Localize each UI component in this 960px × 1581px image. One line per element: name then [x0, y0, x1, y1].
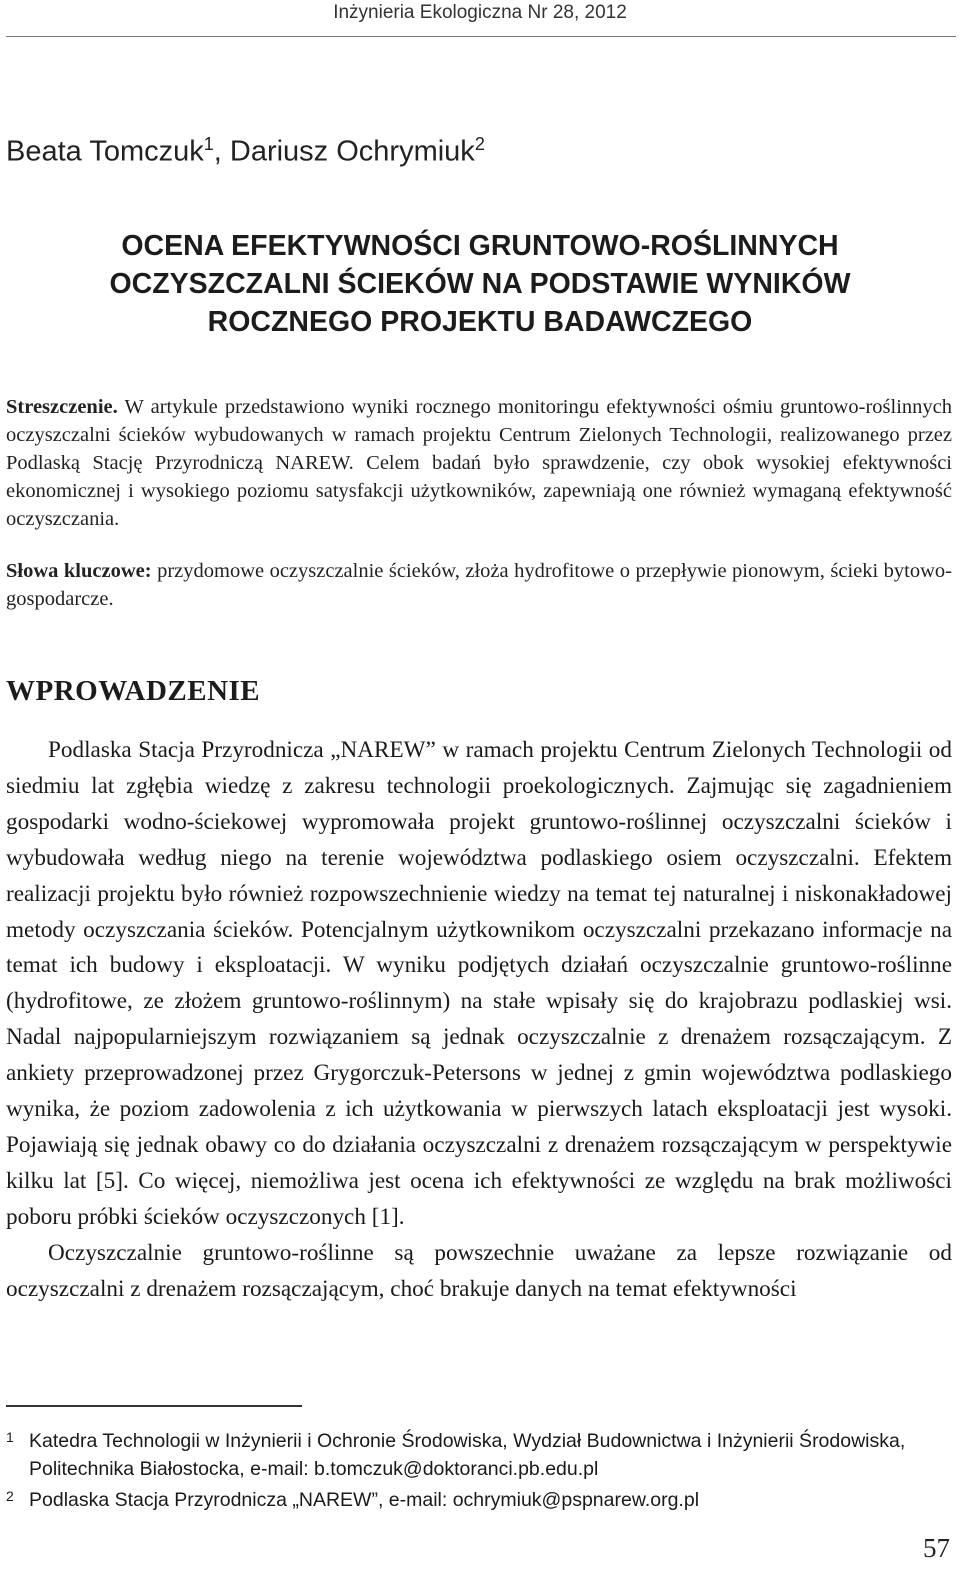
abstract-text: W artykule przedstawiono wyniki rocznego monitoringu efektywności ośmiu gruntowo-roślinnych oczyszczalni ścieków wybudowanych w ramach projektu Centrum Zielonych Technologii, realizowanego przez Podlaską Stację Przyrodniczą NAREW. Celem badań było sprawdzenie, czy obok wysokiej efektywności ekonomicznej i wysokiego poziomu satysfakcji użytkowników, zapewniają one również wymaganą efektywność oczyszczania. [6, 396, 952, 530]
keywords [6, 557, 952, 613]
affiliation-marker: 2 [474, 134, 485, 154]
header-divider [6, 36, 956, 37]
footnote [6, 1487, 952, 1515]
running-head: Inżynieria Ekologiczna Nr 28, 2012 [333, 2, 627, 23]
paper-title [0, 227, 960, 341]
abstract [6, 393, 952, 533]
section-heading: WPROWADZENIE [6, 675, 261, 707]
keywords-label: Słowa kluczowe: [6, 560, 152, 582]
page-number: 57 [923, 1533, 950, 1563]
author-line [6, 134, 485, 169]
footnote-divider [6, 1405, 302, 1407]
author-name: Beata Tomczuk [6, 135, 204, 168]
title-line: OCZYSZCZALNI ŚCIEKÓW NA PODSTAWIE WYNIKÓW [109, 268, 851, 300]
title-line: ROCZNEGO PROJEKTU BADAWCZEGO [207, 306, 753, 338]
title-line: OCENA EFEKTYWNOŚCI GRUNTOWO-ROŚLINNYCH [121, 230, 839, 262]
footnotes [6, 1428, 952, 1515]
keywords-text: przydomowe oczyszczalnie ścieków, złoża hydrofitowe o przepływie pionowym, ścieki bytowo-gospodarcze. [6, 560, 953, 610]
body-paragraph: Podlaska Stacja Przyrodnicza „NAREW” w ramach projektu Centrum Zielonych Technologii od siedmiu lat zgłębia wiedzę z zakresu technologii proekologicznych. Zajmując się zagadnieniem gospodarki wodno-ściekowej wypromowała projekt gruntowo-roślinnej oczyszczalni ścieków i wybudowała według niego na terenie województwa podlaskiego osiem oczyszczalni. Efektem realizacji projektu było również rozpowszechnienie wiedzy na temat tej naturalnej i niskonakładowej metody oczyszczania ścieków. Potencjalnym użytkownikom oczyszczalni przekazano informacje na temat ich budowy i eksploatacji. W wyniku podjętych działań oczyszczalnie gruntowo-roślinne (hydrofitowe, ze złożem gruntowo-roślinnym) na stałe wpisały się do krajobrazu podlaskiej wsi. Nadal najpopularniejszym rozwiązaniem są jednak oczyszczalnie z drenażem rozsączającym. Z ankiety przeprowadzonej przez Grygorczuk-Petersons w jednej z gmin województwa podlaskiego wynika, że poziom zadowolenia z ich użytkowania w pierwszych latach eksploatacji jest wysoki. Pojawiają się jednak obawy co do działania oczyszczalni z drenażem rozsączającym w perspektywie kilku lat [5]. Co więcej, niemożliwa jest ocena ich efektywności ze względu na brak możliwości poboru próbki ścieków oczyszczonych [1]. [6, 737, 952, 1230]
footnote-text: Podlaska Stacja Przyrodnicza „NAREW”, e-mail: ochrymiuk@pspnarew.org.pl [29, 1489, 700, 1511]
footnote-number: 1 [6, 1429, 14, 1445]
abstract-label: Streszczenie. [6, 396, 118, 418]
body-paragraph: Oczyszczalnie gruntowo-roślinne są powszechnie uważane za lepsze rozwiązanie od oczyszczalni z drenażem rozsączającym, choć brakuje danych na temat efektywności [6, 1239, 952, 1302]
author-separator: , [213, 135, 230, 168]
footnote-number: 2 [6, 1488, 14, 1504]
body-text [6, 733, 952, 1308]
author-name: Dariusz Ochrymiuk [229, 135, 475, 168]
affiliation-marker: 1 [203, 134, 214, 154]
footnote-text: Katedra Technologii w Inżynierii i Ochronie Środowiska, Wydział Budownictwa i Inżynierii Środowiska, Politechnika Białostocka, e-mail: b.tomczuk@doktoranci.pb.edu.pl [29, 1430, 906, 1480]
footnote [6, 1428, 952, 1483]
